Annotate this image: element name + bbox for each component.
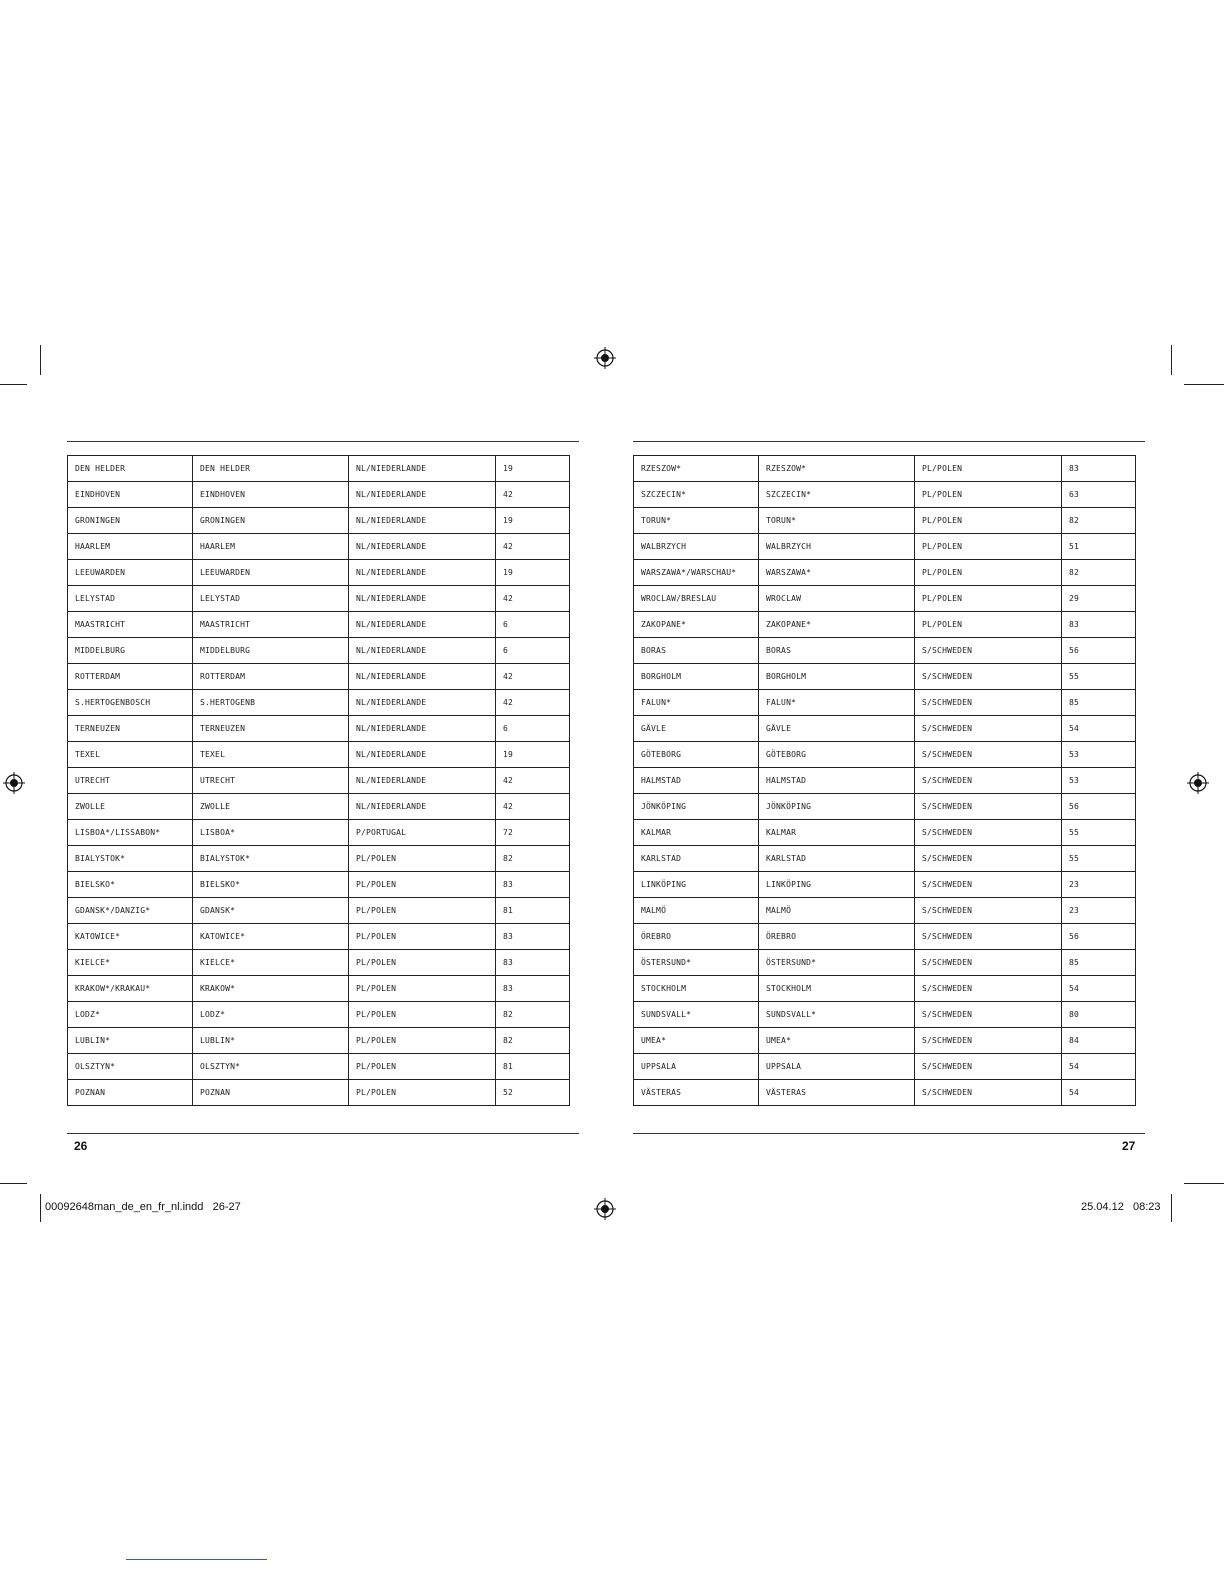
city-name-cell: FALUN* [634, 690, 759, 716]
city-alt-cell: BIALYSTOK* [193, 846, 349, 872]
city-alt-cell: FALUN* [759, 690, 915, 716]
registration-mark-right-icon [1187, 772, 1209, 794]
table-row [634, 872, 1136, 898]
city-alt-cell: ÖSTERSUND* [759, 950, 915, 976]
table-row [634, 482, 1136, 508]
country-cell: PL/POLEN [915, 482, 1062, 508]
city-alt-cell: BIELSKO* [193, 872, 349, 898]
country-cell: PL/POLEN [915, 456, 1062, 482]
city-name-cell: LELYSTAD [68, 586, 193, 612]
country-cell: NL/NIEDERLANDE [349, 586, 496, 612]
code-cell: 42 [496, 586, 570, 612]
country-cell: S/SCHWEDEN [915, 664, 1062, 690]
city-alt-cell: WALBRZYCH [759, 534, 915, 560]
code-cell: 82 [496, 846, 570, 872]
left-page-bottom-rule [67, 1133, 579, 1134]
city-name-cell: S.HERTOGENBOSCH [68, 690, 193, 716]
code-cell: 6 [496, 716, 570, 742]
city-alt-cell: S.HERTOGENB [193, 690, 349, 716]
code-cell: 55 [1062, 664, 1136, 690]
table-row [68, 560, 570, 586]
country-cell: PL/POLEN [349, 872, 496, 898]
city-name-cell: MIDDELBURG [68, 638, 193, 664]
code-cell: 19 [496, 742, 570, 768]
code-cell: 53 [1062, 742, 1136, 768]
crop-mark-bottom-left [40, 1194, 41, 1222]
table-row [634, 846, 1136, 872]
code-cell: 83 [496, 872, 570, 898]
country-cell: S/SCHWEDEN [915, 794, 1062, 820]
country-cell: S/SCHWEDEN [915, 898, 1062, 924]
right-city-table [633, 455, 1136, 1106]
city-name-cell: BIALYSTOK* [68, 846, 193, 872]
country-cell: NL/NIEDERLANDE [349, 768, 496, 794]
city-name-cell: WROCLAW/BRESLAU [634, 586, 759, 612]
table-row [68, 794, 570, 820]
table-row [634, 924, 1136, 950]
country-cell: PL/POLEN [915, 534, 1062, 560]
city-name-cell: WALBRZYCH [634, 534, 759, 560]
city-name-cell: KARLSTAD [634, 846, 759, 872]
city-name-cell: BORAS [634, 638, 759, 664]
code-cell: 42 [496, 768, 570, 794]
country-cell: S/SCHWEDEN [915, 976, 1062, 1002]
city-name-cell: STOCKHOLM [634, 976, 759, 1002]
country-cell: PL/POLEN [915, 508, 1062, 534]
code-cell: 42 [496, 794, 570, 820]
code-cell: 51 [1062, 534, 1136, 560]
city-alt-cell: BORAS [759, 638, 915, 664]
code-cell: 83 [1062, 612, 1136, 638]
crop-mark-top-left-h [0, 384, 27, 385]
code-cell: 82 [1062, 508, 1136, 534]
city-name-cell: GDANSK*/DANZIG* [68, 898, 193, 924]
code-cell: 81 [496, 898, 570, 924]
city-alt-cell: SUNDSVALL* [759, 1002, 915, 1028]
city-alt-cell: KIELCE* [193, 950, 349, 976]
city-name-cell: LINKÖPING [634, 872, 759, 898]
code-cell: 19 [496, 560, 570, 586]
code-cell: 42 [496, 690, 570, 716]
city-alt-cell: ÖREBRO [759, 924, 915, 950]
city-alt-cell: VÄSTERAS [759, 1080, 915, 1106]
city-name-cell: KIELCE* [68, 950, 193, 976]
city-name-cell: WARSZAWA*/WARSCHAU* [634, 560, 759, 586]
country-cell: PL/POLEN [349, 1028, 496, 1054]
city-alt-cell: SZCZECIN* [759, 482, 915, 508]
city-alt-cell: MIDDELBURG [193, 638, 349, 664]
city-alt-cell: GRONINGEN [193, 508, 349, 534]
table-row [634, 456, 1136, 482]
city-name-cell: GÖTEBORG [634, 742, 759, 768]
city-name-cell: LEEUWARDEN [68, 560, 193, 586]
code-cell: 29 [1062, 586, 1136, 612]
city-alt-cell: MAASTRICHT [193, 612, 349, 638]
crop-mark-top-left [40, 345, 41, 375]
code-cell: 55 [1062, 846, 1136, 872]
code-cell: 81 [496, 1054, 570, 1080]
country-cell: S/SCHWEDEN [915, 846, 1062, 872]
code-cell: 54 [1062, 716, 1136, 742]
table-row [634, 508, 1136, 534]
city-name-cell: POZNAN [68, 1080, 193, 1106]
country-cell: PL/POLEN [915, 560, 1062, 586]
city-name-cell: TERNEUZEN [68, 716, 193, 742]
city-alt-cell: LELYSTAD [193, 586, 349, 612]
table-row [68, 1028, 570, 1054]
code-cell: 63 [1062, 482, 1136, 508]
code-cell: 56 [1062, 924, 1136, 950]
code-cell: 80 [1062, 1002, 1136, 1028]
code-cell: 56 [1062, 794, 1136, 820]
city-alt-cell: KRAKOW* [193, 976, 349, 1002]
table-row [68, 638, 570, 664]
city-alt-cell: WARSZAWA* [759, 560, 915, 586]
city-name-cell: LISBOA*/LISSABON* [68, 820, 193, 846]
city-name-cell: UPPSALA [634, 1054, 759, 1080]
city-name-cell: DEN HELDER [68, 456, 193, 482]
country-cell: PL/POLEN [349, 924, 496, 950]
country-cell: PL/POLEN [915, 586, 1062, 612]
table-row [68, 1002, 570, 1028]
city-alt-cell: LODZ* [193, 1002, 349, 1028]
table-row [68, 742, 570, 768]
table-row [68, 690, 570, 716]
city-name-cell: EINDHOVEN [68, 482, 193, 508]
city-alt-cell: TEXEL [193, 742, 349, 768]
crop-mark-top-right-h [1184, 384, 1224, 385]
country-cell: S/SCHWEDEN [915, 1002, 1062, 1028]
table-row [68, 976, 570, 1002]
table-row [68, 846, 570, 872]
city-alt-cell: RZESZOW* [759, 456, 915, 482]
country-cell: NL/NIEDERLANDE [349, 482, 496, 508]
table-row [634, 560, 1136, 586]
city-alt-cell: LEEUWARDEN [193, 560, 349, 586]
registration-mark-top-icon [594, 347, 616, 369]
code-cell: 84 [1062, 1028, 1136, 1054]
city-name-cell: UTRECHT [68, 768, 193, 794]
code-cell: 42 [496, 534, 570, 560]
city-name-cell: LODZ* [68, 1002, 193, 1028]
country-cell: PL/POLEN [915, 612, 1062, 638]
city-alt-cell: DEN HELDER [193, 456, 349, 482]
code-cell: 72 [496, 820, 570, 846]
city-name-cell: GÄVLE [634, 716, 759, 742]
country-cell: NL/NIEDERLANDE [349, 456, 496, 482]
city-name-cell: MAASTRICHT [68, 612, 193, 638]
city-alt-cell: KALMAR [759, 820, 915, 846]
country-cell: NL/NIEDERLANDE [349, 716, 496, 742]
blue-underline [126, 1559, 267, 1560]
code-cell: 83 [1062, 456, 1136, 482]
table-row [634, 586, 1136, 612]
city-alt-cell: ZWOLLE [193, 794, 349, 820]
country-cell: NL/NIEDERLANDE [349, 638, 496, 664]
city-alt-cell: WROCLAW [759, 586, 915, 612]
code-cell: 23 [1062, 872, 1136, 898]
country-cell: PL/POLEN [349, 976, 496, 1002]
code-cell: 42 [496, 482, 570, 508]
city-alt-cell: HAARLEM [193, 534, 349, 560]
table-row [68, 716, 570, 742]
country-cell: S/SCHWEDEN [915, 872, 1062, 898]
city-name-cell: LUBLIN* [68, 1028, 193, 1054]
right-page-top-rule [633, 441, 1145, 442]
city-name-cell: HAARLEM [68, 534, 193, 560]
table-row [634, 742, 1136, 768]
table-row [634, 1080, 1136, 1106]
table-row [634, 690, 1136, 716]
city-alt-cell: BORGHOLM [759, 664, 915, 690]
city-alt-cell: LUBLIN* [193, 1028, 349, 1054]
crop-mark-bottom-right-h [1184, 1183, 1224, 1184]
country-cell: PL/POLEN [349, 950, 496, 976]
country-cell: NL/NIEDERLANDE [349, 794, 496, 820]
code-cell: 53 [1062, 768, 1136, 794]
city-alt-cell: KARLSTAD [759, 846, 915, 872]
table-row [68, 456, 570, 482]
country-cell: S/SCHWEDEN [915, 716, 1062, 742]
city-alt-cell: GÄVLE [759, 716, 915, 742]
city-name-cell: SUNDSVALL* [634, 1002, 759, 1028]
country-cell: S/SCHWEDEN [915, 742, 1062, 768]
city-name-cell: TEXEL [68, 742, 193, 768]
city-name-cell: UMEA* [634, 1028, 759, 1054]
code-cell: 54 [1062, 976, 1136, 1002]
slug-filename: 00092648man_de_en_fr_nl.indd 26-27 [45, 1201, 241, 1213]
city-alt-cell: ROTTERDAM [193, 664, 349, 690]
table-row [68, 820, 570, 846]
table-row [68, 768, 570, 794]
city-name-cell: ÖREBRO [634, 924, 759, 950]
code-cell: 85 [1062, 950, 1136, 976]
city-alt-cell: GÖTEBORG [759, 742, 915, 768]
city-name-cell: HALMSTAD [634, 768, 759, 794]
table-row [634, 716, 1136, 742]
table-row [68, 612, 570, 638]
country-cell: NL/NIEDERLANDE [349, 560, 496, 586]
city-alt-cell: EINDHOVEN [193, 482, 349, 508]
city-alt-cell: POZNAN [193, 1080, 349, 1106]
city-name-cell: RZESZOW* [634, 456, 759, 482]
city-name-cell: ÖSTERSUND* [634, 950, 759, 976]
city-alt-cell: UTRECHT [193, 768, 349, 794]
table-row [68, 1080, 570, 1106]
table-row [68, 950, 570, 976]
country-cell: S/SCHWEDEN [915, 1028, 1062, 1054]
country-cell: NL/NIEDERLANDE [349, 534, 496, 560]
city-name-cell: KALMAR [634, 820, 759, 846]
city-alt-cell: ZAKOPANE* [759, 612, 915, 638]
city-name-cell: JÖNKÖPING [634, 794, 759, 820]
code-cell: 6 [496, 638, 570, 664]
table-row [634, 664, 1136, 690]
country-cell: PL/POLEN [349, 846, 496, 872]
country-cell: PL/POLEN [349, 1080, 496, 1106]
code-cell: 83 [496, 976, 570, 1002]
country-cell: S/SCHWEDEN [915, 638, 1062, 664]
code-cell: 6 [496, 612, 570, 638]
registration-mark-bottom-icon [594, 1198, 616, 1220]
city-name-cell: GRONINGEN [68, 508, 193, 534]
city-alt-cell: OLSZTYN* [193, 1054, 349, 1080]
city-name-cell: VÄSTERAS [634, 1080, 759, 1106]
country-cell: S/SCHWEDEN [915, 1080, 1062, 1106]
country-cell: S/SCHWEDEN [915, 924, 1062, 950]
country-cell: P/PORTUGAL [349, 820, 496, 846]
code-cell: 56 [1062, 638, 1136, 664]
code-cell: 85 [1062, 690, 1136, 716]
table-row [68, 508, 570, 534]
city-name-cell: MALMÖ [634, 898, 759, 924]
country-cell: NL/NIEDERLANDE [349, 612, 496, 638]
right-page-bottom-rule [633, 1133, 1145, 1134]
slug-datetime: 25.04.12 08:23 [1081, 1201, 1161, 1213]
city-alt-cell: HALMSTAD [759, 768, 915, 794]
code-cell: 52 [496, 1080, 570, 1106]
left-page-top-rule [67, 441, 579, 442]
table-row [634, 976, 1136, 1002]
city-alt-cell: UMEA* [759, 1028, 915, 1054]
country-cell: S/SCHWEDEN [915, 768, 1062, 794]
code-cell: 54 [1062, 1054, 1136, 1080]
country-cell: S/SCHWEDEN [915, 820, 1062, 846]
city-name-cell: OLSZTYN* [68, 1054, 193, 1080]
city-alt-cell: KATOWICE* [193, 924, 349, 950]
city-alt-cell: LINKÖPING [759, 872, 915, 898]
table-row [68, 586, 570, 612]
code-cell: 42 [496, 664, 570, 690]
country-cell: PL/POLEN [349, 1002, 496, 1028]
code-cell: 83 [496, 950, 570, 976]
table-row [634, 1028, 1136, 1054]
code-cell: 19 [496, 456, 570, 482]
city-name-cell: KATOWICE* [68, 924, 193, 950]
code-cell: 82 [496, 1002, 570, 1028]
left-city-table [67, 455, 570, 1106]
country-cell: PL/POLEN [349, 898, 496, 924]
code-cell: 82 [496, 1028, 570, 1054]
table-row [634, 638, 1136, 664]
city-alt-cell: GDANSK* [193, 898, 349, 924]
country-cell: PL/POLEN [349, 1054, 496, 1080]
code-cell: 54 [1062, 1080, 1136, 1106]
left-page-number: 26 [74, 1139, 88, 1153]
table-row [68, 924, 570, 950]
code-cell: 55 [1062, 820, 1136, 846]
table-row [634, 612, 1136, 638]
code-cell: 83 [496, 924, 570, 950]
country-cell: NL/NIEDERLANDE [349, 742, 496, 768]
crop-mark-bottom-left-h [0, 1183, 27, 1184]
code-cell: 82 [1062, 560, 1136, 586]
city-alt-cell: STOCKHOLM [759, 976, 915, 1002]
country-cell: S/SCHWEDEN [915, 1054, 1062, 1080]
city-alt-cell: JÖNKÖPING [759, 794, 915, 820]
country-cell: S/SCHWEDEN [915, 950, 1062, 976]
table-row [634, 820, 1136, 846]
city-name-cell: KRAKOW*/KRAKAU* [68, 976, 193, 1002]
city-name-cell: ZAKOPANE* [634, 612, 759, 638]
country-cell: NL/NIEDERLANDE [349, 508, 496, 534]
city-name-cell: ZWOLLE [68, 794, 193, 820]
country-cell: S/SCHWEDEN [915, 690, 1062, 716]
table-row [634, 534, 1136, 560]
table-row [68, 898, 570, 924]
table-row [68, 1054, 570, 1080]
table-row [634, 950, 1136, 976]
table-row [68, 534, 570, 560]
table-row [634, 768, 1136, 794]
code-cell: 23 [1062, 898, 1136, 924]
city-name-cell: SZCZECIN* [634, 482, 759, 508]
city-name-cell: BORGHOLM [634, 664, 759, 690]
city-name-cell: TORUN* [634, 508, 759, 534]
city-alt-cell: MALMÖ [759, 898, 915, 924]
crop-mark-bottom-right [1171, 1194, 1172, 1222]
city-alt-cell: LISBOA* [193, 820, 349, 846]
country-cell: NL/NIEDERLANDE [349, 664, 496, 690]
city-name-cell: BIELSKO* [68, 872, 193, 898]
table-row [634, 1054, 1136, 1080]
table-row [68, 664, 570, 690]
city-alt-cell: UPPSALA [759, 1054, 915, 1080]
code-cell: 19 [496, 508, 570, 534]
city-alt-cell: TERNEUZEN [193, 716, 349, 742]
table-row [68, 872, 570, 898]
right-page-number: 27 [1122, 1139, 1136, 1153]
table-row [634, 1002, 1136, 1028]
table-row [634, 794, 1136, 820]
country-cell: NL/NIEDERLANDE [349, 690, 496, 716]
crop-mark-top-right [1171, 345, 1172, 375]
registration-mark-left-icon [3, 772, 25, 794]
city-name-cell: ROTTERDAM [68, 664, 193, 690]
table-row [634, 898, 1136, 924]
table-row [68, 482, 570, 508]
city-alt-cell: TORUN* [759, 508, 915, 534]
